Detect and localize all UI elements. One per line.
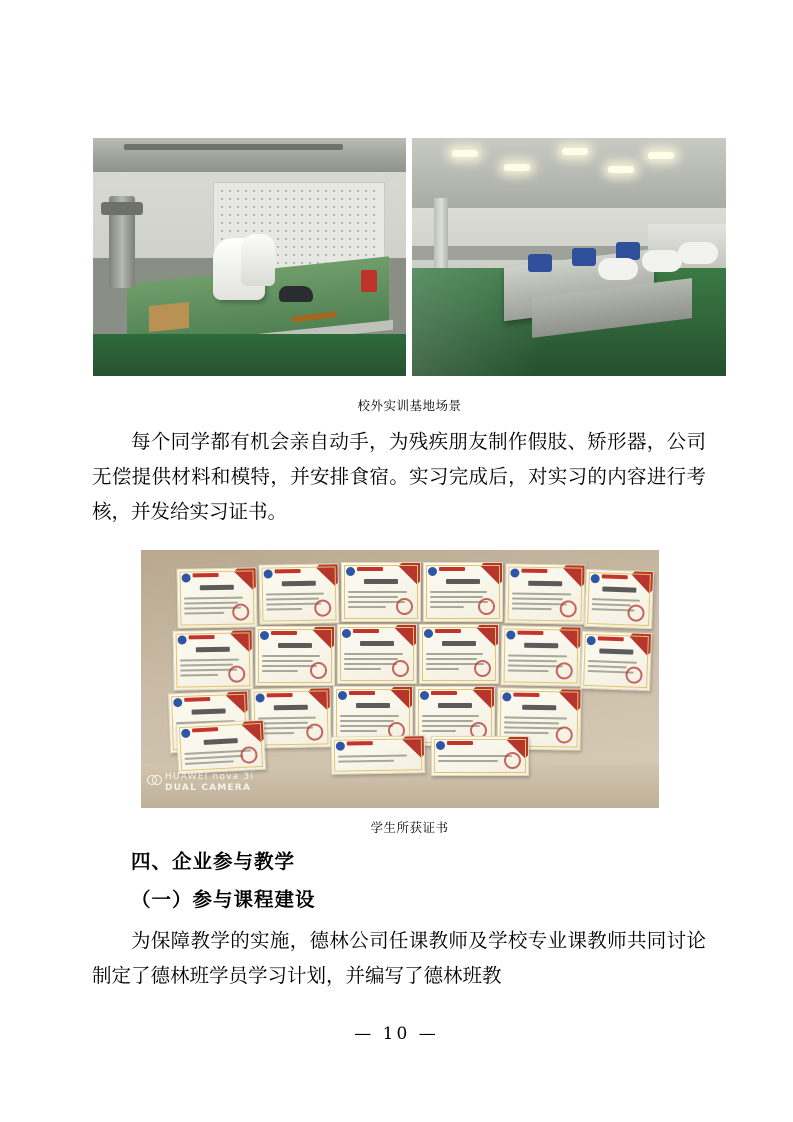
certificate-item bbox=[255, 626, 335, 686]
figure-caption-training-base: 校外实训基地场景 bbox=[357, 398, 462, 413]
certificate-item bbox=[431, 736, 529, 776]
photo-ceiling bbox=[93, 138, 406, 172]
certificate-item bbox=[176, 567, 257, 628]
watermark-line-2: DUAL CAMERA bbox=[165, 783, 252, 793]
figure-caption-certificates: 学生所获证书 bbox=[370, 820, 449, 835]
certificate-item bbox=[258, 563, 339, 624]
certificate-item bbox=[500, 625, 581, 686]
figure-photo-row bbox=[93, 138, 726, 376]
photo-ceiling-lights bbox=[412, 146, 726, 176]
dual-camera-rings-icon bbox=[147, 775, 163, 784]
photo-bench-vise bbox=[528, 254, 552, 272]
certificate-item bbox=[337, 624, 417, 684]
photo-pillar bbox=[434, 198, 448, 272]
certificate-item bbox=[419, 624, 499, 684]
photo-drill-press bbox=[109, 196, 135, 288]
certificate-item bbox=[504, 563, 585, 624]
page-number: — 10 — bbox=[354, 1024, 439, 1044]
photo-bench-vise bbox=[572, 248, 596, 266]
photo-student-certificates bbox=[141, 550, 659, 808]
paragraph-internship-description: 每个同学都有机会亲自动手，为残疾朋友制作假肢、矫形器，公司无偿提供材料和模特，并安排食宿。实习完成后，对实习的内容进行考核，并发给实习证书。 bbox=[92, 430, 706, 523]
photo-white-roll bbox=[642, 250, 682, 272]
photo-white-roll bbox=[678, 242, 718, 264]
camera-watermark bbox=[165, 772, 254, 794]
photo-prosthetic-mold-2 bbox=[241, 234, 275, 286]
photo-green-floor bbox=[93, 334, 406, 376]
photo-training-base-workbench bbox=[93, 138, 406, 376]
certificate-item bbox=[172, 629, 253, 690]
certificate-item bbox=[584, 569, 654, 629]
photo-training-base-workshop bbox=[412, 138, 726, 376]
photo-red-box bbox=[361, 270, 377, 292]
photo-shoe bbox=[279, 286, 313, 302]
certificate-item bbox=[176, 720, 266, 775]
watermark-line-1: HUAWEI nova 3i bbox=[165, 772, 255, 782]
photo-white-roll bbox=[598, 258, 638, 280]
certificate-grid bbox=[155, 560, 649, 772]
certificate-item bbox=[341, 562, 421, 622]
certificate-item bbox=[423, 562, 503, 622]
section-heading-enterprise-teaching: 四、企业参与教学 bbox=[131, 850, 296, 873]
certificate-item bbox=[331, 735, 426, 775]
subsection-heading-course-construction: （一）参与课程建设 bbox=[131, 888, 316, 911]
certificate-item bbox=[580, 631, 652, 691]
paragraph-course-plan: 为保障教学的实施，德林公司任课教师及学校专业课教师共同讨论制定了德林班学员学习计划，并编写了德林班教 bbox=[92, 929, 706, 987]
photo-wooden-box bbox=[149, 302, 189, 332]
